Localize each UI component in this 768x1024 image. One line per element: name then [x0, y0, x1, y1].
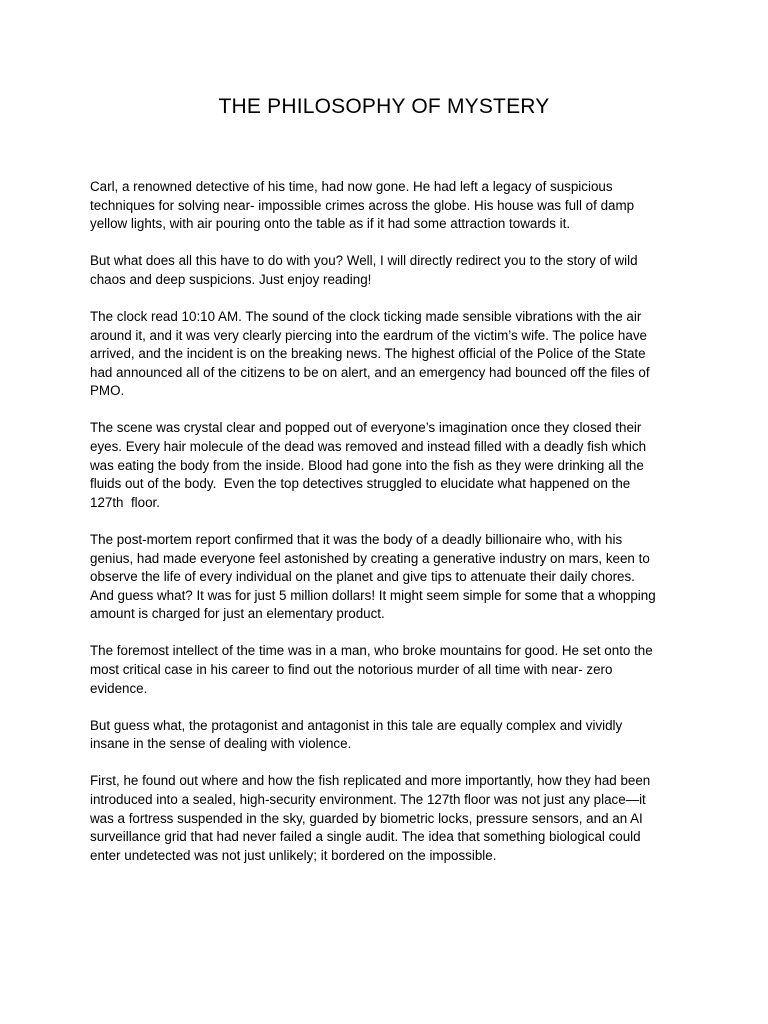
- document-title: THE PHILOSOPHY OF MYSTERY: [218, 95, 550, 118]
- paragraph-2: But what does all this have to do with you? Well, I will directly redirect you to the story of wild chaos and deep suspicions. Just enjoy reading!: [90, 253, 638, 287]
- paragraph-3: The clock read 10:10 AM. The sound of the clock ticking made sensible vibrations with the air around it, and it was very clearly piercing into the eardrum of the victim’s wife. The police have arrived, and the incident is on the breaking news. The highest official of the Police of the State had announced all of the citizens to be on alert, and an emergency had bounced off the files of PMO.: [90, 308, 650, 399]
- paragraph-1: Carl, a renowned detective of his time, had now gone. He had left a legacy of suspicious techniques for solving near- impossible crimes across the globe. His house was full of damp yellow lights, with air pouring onto the table as if it had some attraction towards it.: [90, 179, 635, 232]
- paragraph-5: The post-mortem report confirmed that it was the body of a deadly billionaire who, with his genius, had made everyone feel astonished by creating a generative industry on mars, keen to observe the life of every individual on the planet and give tips to attenuate their daily chores. And guess what? It was for just 5 million dollars! It might seem simple for some that a whopping amount is charged for just an elementary product.: [90, 531, 656, 622]
- paragraph-4: The scene was crystal clear and popped out of everyone’s imagination once they closed their eyes. Every hair molecule of the dead was removed and instead filled with a deadly fish which was eating the body from the inside. Blood had gone into the fish as they were drinking all the fluids out of the body. Even the top detectives struggled to elucidate what happened on the 127th floor.: [90, 420, 647, 510]
- paragraph-6: The foremost intellect of the time was in a man, who broke mountains for good. He set onto the most critical case in his career to find out the notorious murder of all time with near- zero evidence.: [90, 643, 653, 696]
- document-body: [90, 178, 678, 884]
- paragraph-7: But guess what, the protagonist and antagonist in this tale are equally complex and vividly insane in the sense of dealing with violence.: [90, 717, 623, 752]
- paragraph-8: First, he found out where and how the fish replicated and more importantly, how they had been introduced into a sealed, high-security environment. The 127th floor was not just any place—it was a fortress suspended in the sky, guarded by biometric locks, pressure sensors, and an AI surveillance grid that had never failed a single audit. The idea that something biological could enter undetected was not just unlikely; it bordered on the impossible.: [90, 773, 651, 863]
